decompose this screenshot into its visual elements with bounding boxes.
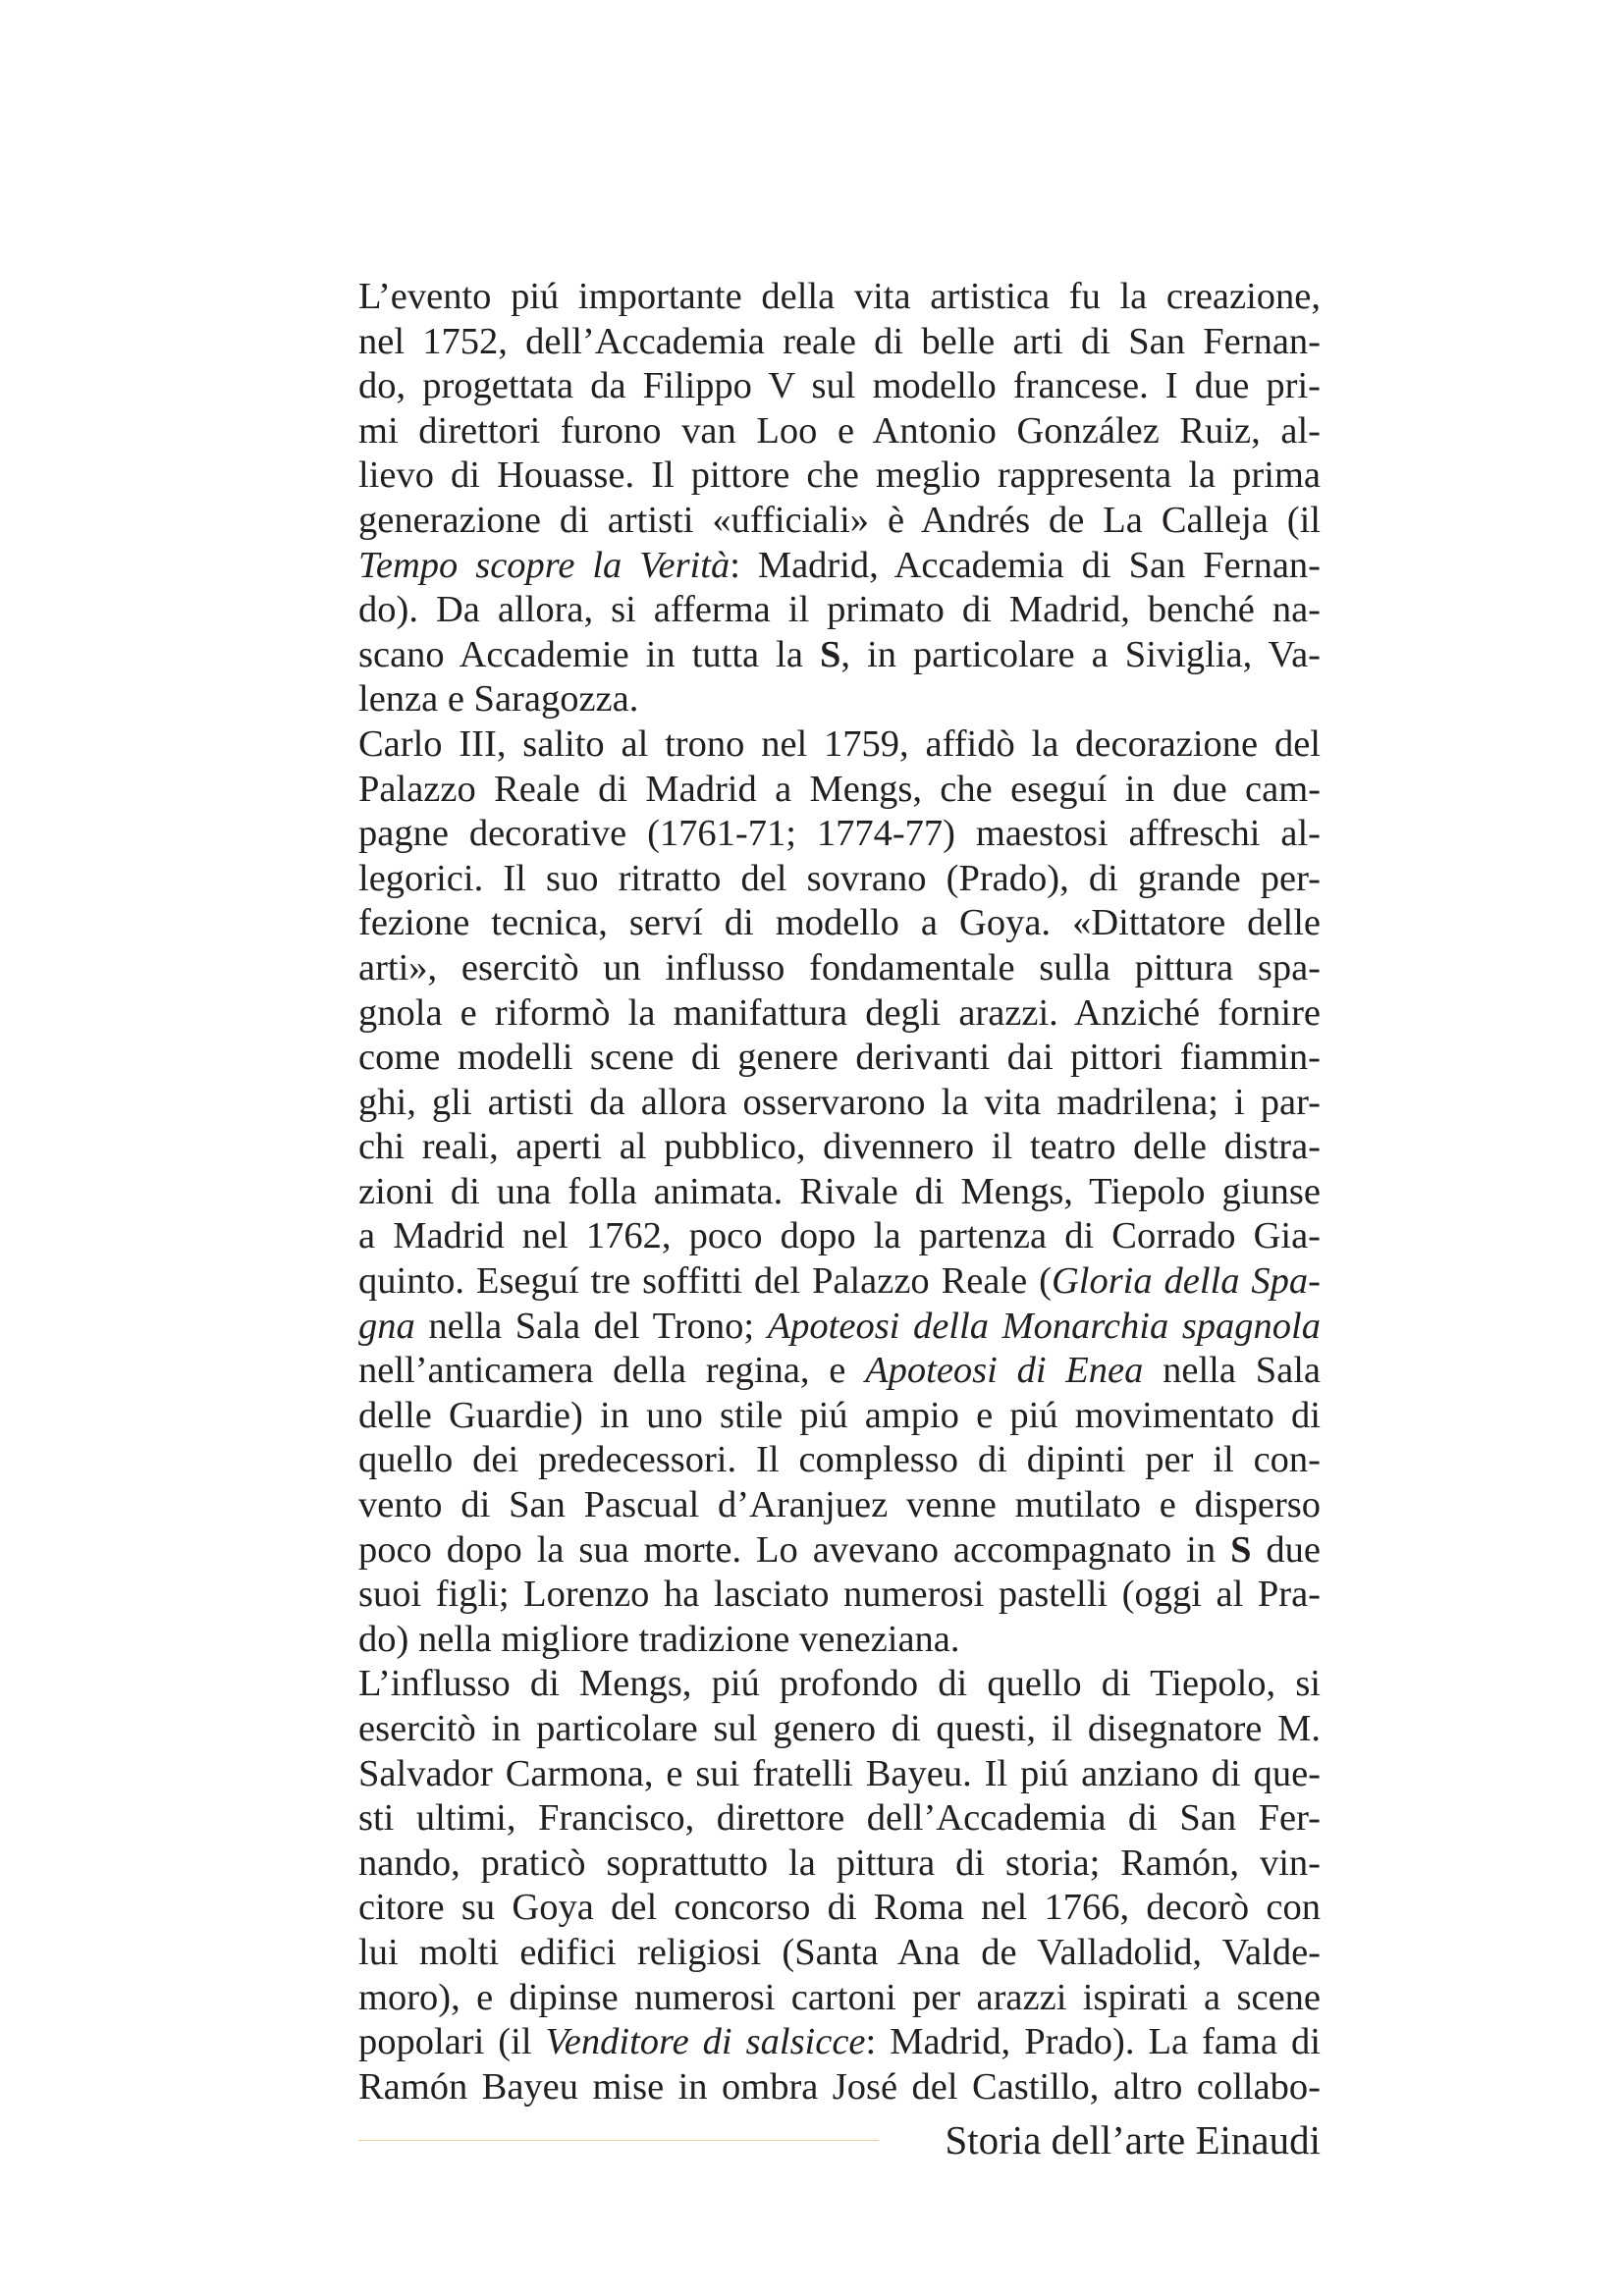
text-segment: fezione tecnica, serví di modello a Goya. «Dittatore delle bbox=[358, 902, 1321, 944]
text-line bbox=[358, 1573, 1321, 1618]
text-segment: sti ultimi, Francisco, direttore dell’Accademia di San Fer- bbox=[358, 1797, 1321, 1840]
text-line bbox=[358, 812, 1321, 857]
text-segment: nel 1752, dell’Accademia reale di belle arti di San Fernan- bbox=[358, 320, 1321, 362]
text-segment: legorici. Il suo ritratto del sovrano (Prado), di grande per- bbox=[358, 857, 1321, 899]
text-segment: a Madrid nel 1762, poco dopo la partenza di Corrado Gia- bbox=[358, 1215, 1321, 1257]
text-segment: moro), e dipinse numerosi cartoni per arazzi ispirati a scene bbox=[358, 1976, 1321, 2018]
text-segment: gnola e riformò la manifattura degli arazzi. Anziché fornire bbox=[358, 991, 1321, 1034]
text-line bbox=[358, 1618, 1321, 1663]
text-segment: do) nella migliore tradizione veneziana. bbox=[358, 1618, 960, 1660]
italic-title: Apoteosi di Enea bbox=[865, 1350, 1144, 1392]
text-line bbox=[358, 544, 1321, 589]
italic-title: Gloria della Spa- bbox=[1051, 1260, 1321, 1303]
text-segment: come modelli scene di genere derivanti dai pittori fiammin- bbox=[358, 1037, 1321, 1079]
text-line bbox=[358, 1349, 1321, 1394]
footer-title: Storia dell’arte Einaudi bbox=[945, 2117, 1321, 2163]
text-segment: Ramón Bayeu mise in ombra José del Castillo, altro collabo- bbox=[358, 2065, 1321, 2108]
text-segment: esercitò in particolare sul genero di questi, il disegnatore M. bbox=[358, 1708, 1321, 1749]
text-segment: popolari (il bbox=[358, 2021, 546, 2063]
text-segment: due bbox=[1251, 1528, 1322, 1571]
text-line bbox=[358, 1081, 1321, 1126]
text-line bbox=[358, 454, 1321, 499]
text-segment: lui molti edifici religiosi (Santa Ana de Valladolid, Valde- bbox=[358, 1931, 1321, 1973]
text-segment: zioni di una folla animata. Rivale di Mengs, Tiepolo giunse bbox=[358, 1170, 1321, 1212]
text-segment: poco dopo la sua morte. Lo avevano accompagnato in bbox=[358, 1528, 1231, 1571]
text-segment: nella Sala bbox=[1143, 1350, 1321, 1392]
italic-title: Apoteosi della Monarchia spagnola bbox=[767, 1305, 1321, 1347]
body-text bbox=[358, 275, 1321, 2109]
text-segment: lievo di Houasse. Il pittore che meglio rappresenta la prima bbox=[358, 454, 1321, 497]
text-line bbox=[358, 320, 1321, 365]
text-line bbox=[358, 1170, 1321, 1215]
text-segment: ghi, gli artisti da allora osservarono la vita madrilena; i par- bbox=[358, 1081, 1321, 1123]
text-segment: quinto. Eseguí tre soffitti del Palazzo Reale ( bbox=[358, 1260, 1052, 1303]
text-line bbox=[358, 1662, 1321, 1707]
text-segment: : Madrid, Accademia di San Fernan- bbox=[730, 544, 1321, 586]
bold-abbrev: S bbox=[1230, 1528, 1252, 1571]
text-line bbox=[358, 1125, 1321, 1170]
text-segment: : Madrid, Prado). La fama di bbox=[865, 2021, 1321, 2063]
text-segment: arti», esercitò un influsso fondamentale sulla pittura spa- bbox=[358, 946, 1321, 988]
text-segment: quello dei predecessori. Il complesso di dipinti per il con- bbox=[358, 1439, 1321, 1481]
text-line bbox=[358, 1886, 1321, 1931]
text-segment: do, progettata da Filippo V sul modello francese. I due pri- bbox=[358, 365, 1321, 407]
text-segment: citore su Goya del concorso di Roma nel 1766, decorò con bbox=[358, 1887, 1321, 1929]
text-line bbox=[358, 1259, 1321, 1305]
text-segment: pagne decorative (1761-71; 1774-77) maestosi affreschi al- bbox=[358, 813, 1321, 855]
text-line bbox=[358, 1305, 1321, 1350]
text-line bbox=[358, 1438, 1321, 1483]
text-segment: nando, praticò soprattutto la pittura di storia; Ramón, vin- bbox=[358, 1842, 1321, 1884]
text-line bbox=[358, 991, 1321, 1037]
text-segment: lenza e Saragozza. bbox=[358, 678, 639, 721]
text-segment: vento di San Pascual d’Aranjuez venne mutilato e disperso bbox=[358, 1484, 1321, 1526]
text-line bbox=[358, 901, 1321, 946]
text-line bbox=[358, 364, 1321, 409]
text-segment: delle Guardie) in uno stile piú ampio e piú movimentato di bbox=[358, 1394, 1321, 1436]
text-segment: suoi figli; Lorenzo ha lasciato numerosi pastelli (oggi al Pra- bbox=[358, 1574, 1321, 1616]
bold-abbrev: S bbox=[820, 633, 841, 675]
text-line bbox=[358, 633, 1321, 678]
text-line bbox=[358, 588, 1321, 633]
text-line bbox=[358, 2020, 1321, 2065]
text-line bbox=[358, 499, 1321, 544]
text-line bbox=[358, 1214, 1321, 1259]
text-segment: , in particolare a Siviglia, Va- bbox=[840, 633, 1321, 675]
text-line bbox=[358, 1842, 1321, 1887]
italic-title: Tempo scopre la Verità bbox=[358, 544, 730, 586]
text-segment: Carlo III, salito al trono nel 1759, affidò la decorazione del bbox=[358, 722, 1321, 765]
text-line bbox=[358, 857, 1321, 902]
text-line bbox=[358, 1483, 1321, 1528]
text-line bbox=[358, 1528, 1321, 1574]
text-line bbox=[358, 677, 1321, 722]
text-line bbox=[358, 1394, 1321, 1439]
footer-rule bbox=[358, 2140, 879, 2141]
italic-title: Venditore di salsicce bbox=[545, 2021, 866, 2063]
text-line bbox=[358, 768, 1321, 813]
text-line bbox=[358, 1752, 1321, 1797]
text-segment: Salvador Carmona, e sui fratelli Bayeu. Il piú anziano di que- bbox=[358, 1752, 1321, 1794]
text-segment: generazione di artisti «ufficiali» è Andrés de La Calleja (il bbox=[358, 499, 1321, 541]
italic-title: gna bbox=[358, 1305, 415, 1347]
text-line bbox=[358, 1931, 1321, 1976]
text-line bbox=[358, 722, 1321, 768]
text-segment: L’evento piú importante della vita artistica fu la creazione, bbox=[358, 276, 1321, 317]
text-line bbox=[358, 275, 1321, 320]
text-segment: Palazzo Reale di Madrid a Mengs, che eseguí in due cam- bbox=[358, 768, 1321, 810]
text-line bbox=[358, 1796, 1321, 1842]
text-segment: chi reali, aperti al pubblico, divennero il teatro delle distra- bbox=[358, 1126, 1321, 1168]
text-segment: scano Accademie in tutta la bbox=[358, 633, 820, 675]
text-segment: nella Sala del Trono; bbox=[414, 1305, 768, 1347]
text-segment: L’influsso di Mengs, piú profondo di quello di Tiepolo, si bbox=[358, 1663, 1321, 1705]
text-line bbox=[358, 2065, 1321, 2110]
text-line bbox=[358, 1036, 1321, 1081]
text-segment: nell’anticamera della regina, e bbox=[358, 1350, 866, 1392]
text-line bbox=[358, 1976, 1321, 2021]
text-segment: do). Da allora, si afferma il primato di Madrid, benché na- bbox=[358, 589, 1321, 631]
text-line bbox=[358, 409, 1321, 454]
text-line bbox=[358, 1707, 1321, 1752]
text-segment: mi direttori furono van Loo e Antonio González Ruiz, al- bbox=[358, 409, 1321, 452]
text-line bbox=[358, 946, 1321, 991]
